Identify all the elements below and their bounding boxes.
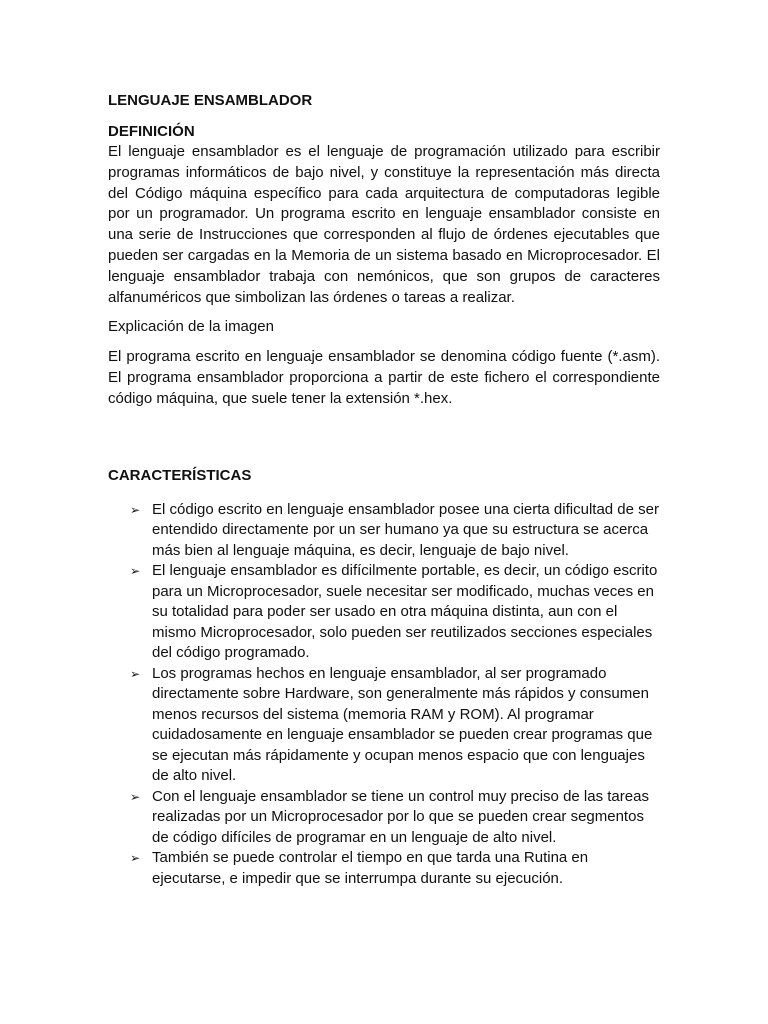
definition-heading: DEFINICIÓN xyxy=(108,123,195,140)
list-item xyxy=(130,561,660,664)
list-item-text: Con el lenguaje ensamblador se tiene un control muy preciso de las tareas realizadas por un Microprocesador por lo que se pueden crear segmentos de código difíciles de programar en un lenguaje de alto nivel. xyxy=(152,787,649,846)
document-title: LENGUAJE ENSAMBLADOR xyxy=(108,92,313,109)
list-item xyxy=(130,500,660,562)
document-page xyxy=(108,91,660,889)
characteristics-list xyxy=(130,500,660,890)
arrowhead-right-icon: ➢ xyxy=(130,666,141,681)
arrowhead-right-icon: ➢ xyxy=(130,502,141,517)
arrowhead-right-icon: ➢ xyxy=(130,851,141,866)
characteristics-heading: CARACTERÍSTICAS xyxy=(108,466,252,484)
image-caption: Explicación de la imagen xyxy=(108,318,274,336)
list-item-text: También se puede controlar el tiempo en que tarda una Rutina en ejecutarse, e impedir que se interrumpa durante su ejecución. xyxy=(152,849,589,887)
list-item xyxy=(130,787,660,849)
list-item-text: El lenguaje ensamblador es difícilmente portable, es decir, un código escrito para un Microprocesador, suele necesitar ser modificado, muchas veces en su totalidad para poder ser usado en otra máquina distinta, aun con el mismo Microprocesador, solo pueden ser reutilizados secciones especiales del código programado. xyxy=(152,562,658,662)
arrowhead-right-icon: ➢ xyxy=(130,789,141,804)
list-item xyxy=(130,848,660,889)
list-item-text: Los programas hechos en lenguaje ensamblador, al ser programado directamente sobre Hardware, son generalmente más rápidos y consumen menos recursos del sistema (memoria RAM y ROM). Al programar cuidadosamente en lenguaje ensamblador se pueden crear programas que se ejecutan más rápidamente y ocupan menos espacio que con lenguajes de alto nivel. xyxy=(152,664,653,785)
list-item xyxy=(130,664,660,787)
list-item-text: El código escrito en lenguaje ensamblador posee una cierta dificultad de ser entendido directamente por un ser humano ya que su estructura se acerca más bien al lenguaje máquina, es decir, lenguaje de bajo nivel. xyxy=(152,500,659,559)
image-explanation-paragraph: El programa escrito en lenguaje ensamblador se denomina código fuente (*.asm). El programa ensamblador proporciona a partir de este fichero el correspondiente código máquina, que suele tener la extensión *.hex. xyxy=(108,348,660,407)
definition-paragraph: El lenguaje ensamblador es el lenguaje de programación utilizado para escribir programas informáticos de bajo nivel, y constituye la representación más directa del Código máquina específico para cada arquitectura de computadoras legible por un programador. Un programa escrito en lenguaje ensamblador consiste en una serie de Instrucciones que corresponden al flujo de órdenes ejecutables que pueden ser cargadas en la Memoria de un sistema basado en Microprocesador. El lenguaje ensamblador trabaja con nemónicos, que son grupos de caracteres alfanuméricos que simbolizan las órdenes o tareas a realizar. xyxy=(108,143,660,306)
arrowhead-right-icon: ➢ xyxy=(130,564,141,579)
